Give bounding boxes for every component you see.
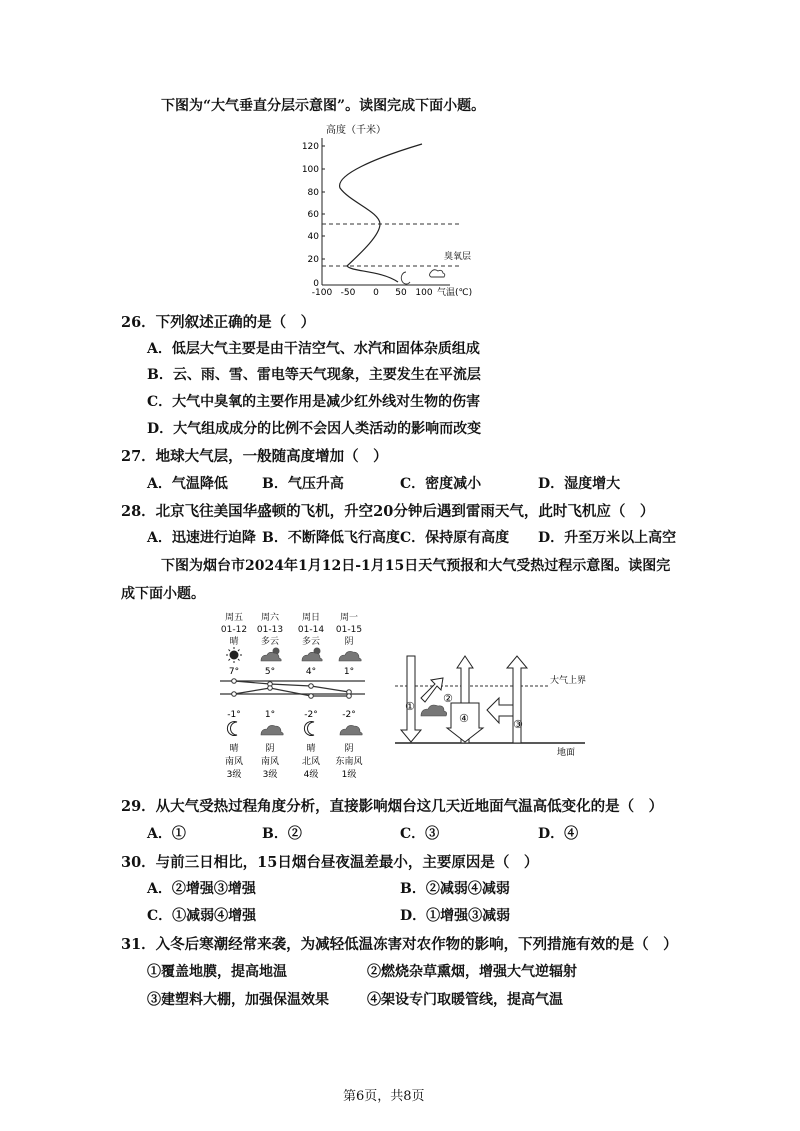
x-tick: 50 — [395, 288, 407, 298]
forecast-wind-dir: 北风 — [301, 757, 321, 767]
forecast-date: 01-13 — [256, 625, 284, 635]
partly-cloudy-icon — [261, 648, 281, 662]
q28-option-a: A．迅速进行迫降 — [147, 530, 256, 546]
partly-cloudy-icon — [302, 648, 322, 662]
q31-option-2: ②燃烧杂草熏烟，增强大气逆辐射 — [367, 964, 577, 980]
forecast-day: 周日 — [301, 613, 321, 623]
marker-1: ① — [405, 700, 415, 713]
q26-option-b: B．云、雨、雪、雷电等天气现象，主要发生在平流层 — [147, 367, 481, 383]
q31-option-4: ④架设专门取暖管线，提高气温 — [367, 992, 563, 1008]
question-30-stem: 30．与前三日相比，15日烟台昼夜温差最小，主要原因是（ ） — [121, 854, 539, 871]
q28-option-d: D．升至万米以上高空 — [538, 530, 677, 546]
atmosphere-top-label: 大气上界 — [550, 676, 587, 686]
section-intro-2-line1: 下图为烟台市2024年1月12日-1月15日天气预报和大气受热过程示意图。读图完 — [161, 558, 671, 574]
y-tick: 20 — [307, 255, 319, 265]
q31-option-3: ③建塑料大棚，加强保温效果 — [147, 992, 329, 1008]
forecast-weather-night: 阴 — [265, 744, 275, 754]
forecast-low: -2° — [342, 710, 356, 720]
q30-option-a: A．②增强③增强 — [147, 881, 256, 897]
question-28-stem: 28．北京飞往美国华盛顿的飞机，升空20分钟后遇到雷雨天气，此时飞机应（ ） — [121, 503, 655, 520]
arrow-1-solar-radiation — [401, 656, 421, 742]
forecast-day: 周五 — [224, 613, 244, 623]
x-tick: -50 — [340, 288, 356, 298]
atmosphere-layer-figure — [300, 120, 500, 300]
forecast-weather-day: 多云 — [301, 637, 321, 647]
temperature-curve — [340, 144, 422, 282]
q29-option-a: A．① — [147, 826, 186, 842]
moon-icon — [304, 722, 314, 736]
cloud-icon — [339, 651, 361, 661]
forecast-wind-dir: 南风 — [260, 757, 280, 767]
question-27-stem: 27．地球大气层，一般随高度增加（ ） — [121, 448, 388, 465]
q27-option-d: D．湿度增大 — [538, 476, 621, 492]
forecast-wind-level: 3级 — [262, 770, 278, 780]
forecast-weather-night: 晴 — [306, 744, 316, 754]
y-tick: 40 — [307, 232, 319, 242]
y-tick: 120 — [301, 142, 319, 152]
arrow-2-reflection — [421, 678, 443, 702]
q30-option-b: B．②减弱④减弱 — [400, 881, 510, 897]
x-tick: 0 — [373, 288, 379, 298]
q30-option-c: C．①减弱④增强 — [147, 908, 257, 924]
moon-icon — [227, 722, 237, 736]
marker-3: ③ — [513, 718, 523, 731]
atmospheric-heating-diagram — [385, 648, 600, 758]
forecast-high: 7° — [228, 667, 240, 677]
forecast-date: 01-14 — [297, 625, 325, 635]
forecast-low: -2° — [304, 710, 318, 720]
q27-option-a: A．气温降低 — [147, 476, 228, 492]
q28-option-c: C．保持原有高度 — [400, 530, 510, 546]
q30-option-d: D．①增强③减弱 — [400, 908, 511, 924]
temperature-trend-lines — [220, 681, 365, 696]
y-axis-label: 高度（千米） — [326, 125, 386, 136]
ground-label: 地面 — [557, 748, 576, 758]
section-intro-1: 下图为“大气垂直分层示意图”。读图完成下面小题。 — [161, 98, 486, 114]
q31-option-1: ①覆盖地膜，提高地温 — [147, 964, 287, 980]
forecast-weather-day: 晴 — [229, 637, 239, 647]
cloud-icon — [340, 725, 362, 735]
forecast-low: -1° — [227, 710, 241, 720]
forecast-weather-day: 多云 — [260, 637, 280, 647]
question-26-stem: 26．下列叙述正确的是（ ） — [121, 314, 316, 331]
weather-forecast-panel — [215, 608, 375, 783]
forecast-day: 周一 — [339, 613, 359, 623]
question-31-stem: 31．入冬后寒潮经常来袭，为减轻低温冻害对农作物的影响，下列措施有效的是（ ） — [121, 936, 678, 953]
q27-option-b: B．气压升高 — [262, 476, 344, 492]
forecast-weather-night: 晴 — [229, 744, 239, 754]
weather-cycle-icon — [401, 270, 445, 284]
x-tick: 100 — [415, 288, 433, 298]
forecast-weather-day: 阴 — [344, 637, 354, 647]
q29-option-b: B．② — [262, 826, 302, 842]
forecast-low: 1° — [264, 710, 276, 720]
q28-option-b: B．不断降低飞行高度 — [262, 530, 400, 546]
y-tick: 100 — [301, 165, 319, 175]
section-intro-2-line2: 成下面小题。 — [121, 586, 205, 602]
forecast-wind-level: 3级 — [226, 770, 242, 780]
x-axis-label: 气温(℃) — [437, 288, 473, 298]
forecast-wind-level: 1级 — [341, 770, 357, 780]
marker-4: ④ — [459, 712, 469, 725]
forecast-wind-level: 4级 — [303, 770, 319, 780]
y-tick: 60 — [307, 210, 319, 220]
y-tick: 0 — [313, 279, 319, 289]
q26-option-c: C．大气中臭氧的主要作用是减少红外线对生物的伤害 — [147, 394, 481, 410]
cloud-shape — [421, 705, 447, 716]
sun-icon — [226, 647, 242, 663]
page-number: 第6页，共8页 — [343, 1089, 425, 1104]
cloud-icon — [261, 725, 283, 735]
forecast-wind-dir: 东南风 — [335, 757, 363, 767]
q27-option-c: C．密度减小 — [400, 476, 482, 492]
forecast-high: 4° — [305, 667, 317, 677]
q29-option-d: D．④ — [538, 826, 579, 842]
q26-option-a: A．低层大气主要是由干洁空气、水汽和固体杂质组成 — [147, 341, 480, 357]
forecast-weather-night: 阴 — [344, 744, 354, 754]
marker-2: ② — [443, 692, 453, 705]
q29-option-c: C．③ — [400, 826, 440, 842]
forecast-date: 01-15 — [335, 625, 363, 635]
question-29-stem: 29．从大气受热过程角度分析，直接影响烟台这几天近地面气温高低变化的是（ ） — [121, 798, 664, 815]
forecast-wind-dir: 南风 — [224, 757, 244, 767]
forecast-high: 1° — [343, 667, 355, 677]
q26-option-d: D．大气组成成分的比例不会因人类活动的影响而改变 — [147, 421, 482, 437]
forecast-high: 5° — [264, 667, 276, 677]
y-tick: 80 — [307, 188, 319, 198]
forecast-day: 周六 — [260, 613, 280, 623]
forecast-date: 01-12 — [220, 625, 248, 635]
x-tick: -100 — [311, 288, 333, 298]
ozone-layer-label: 臭氧层 — [444, 252, 472, 262]
